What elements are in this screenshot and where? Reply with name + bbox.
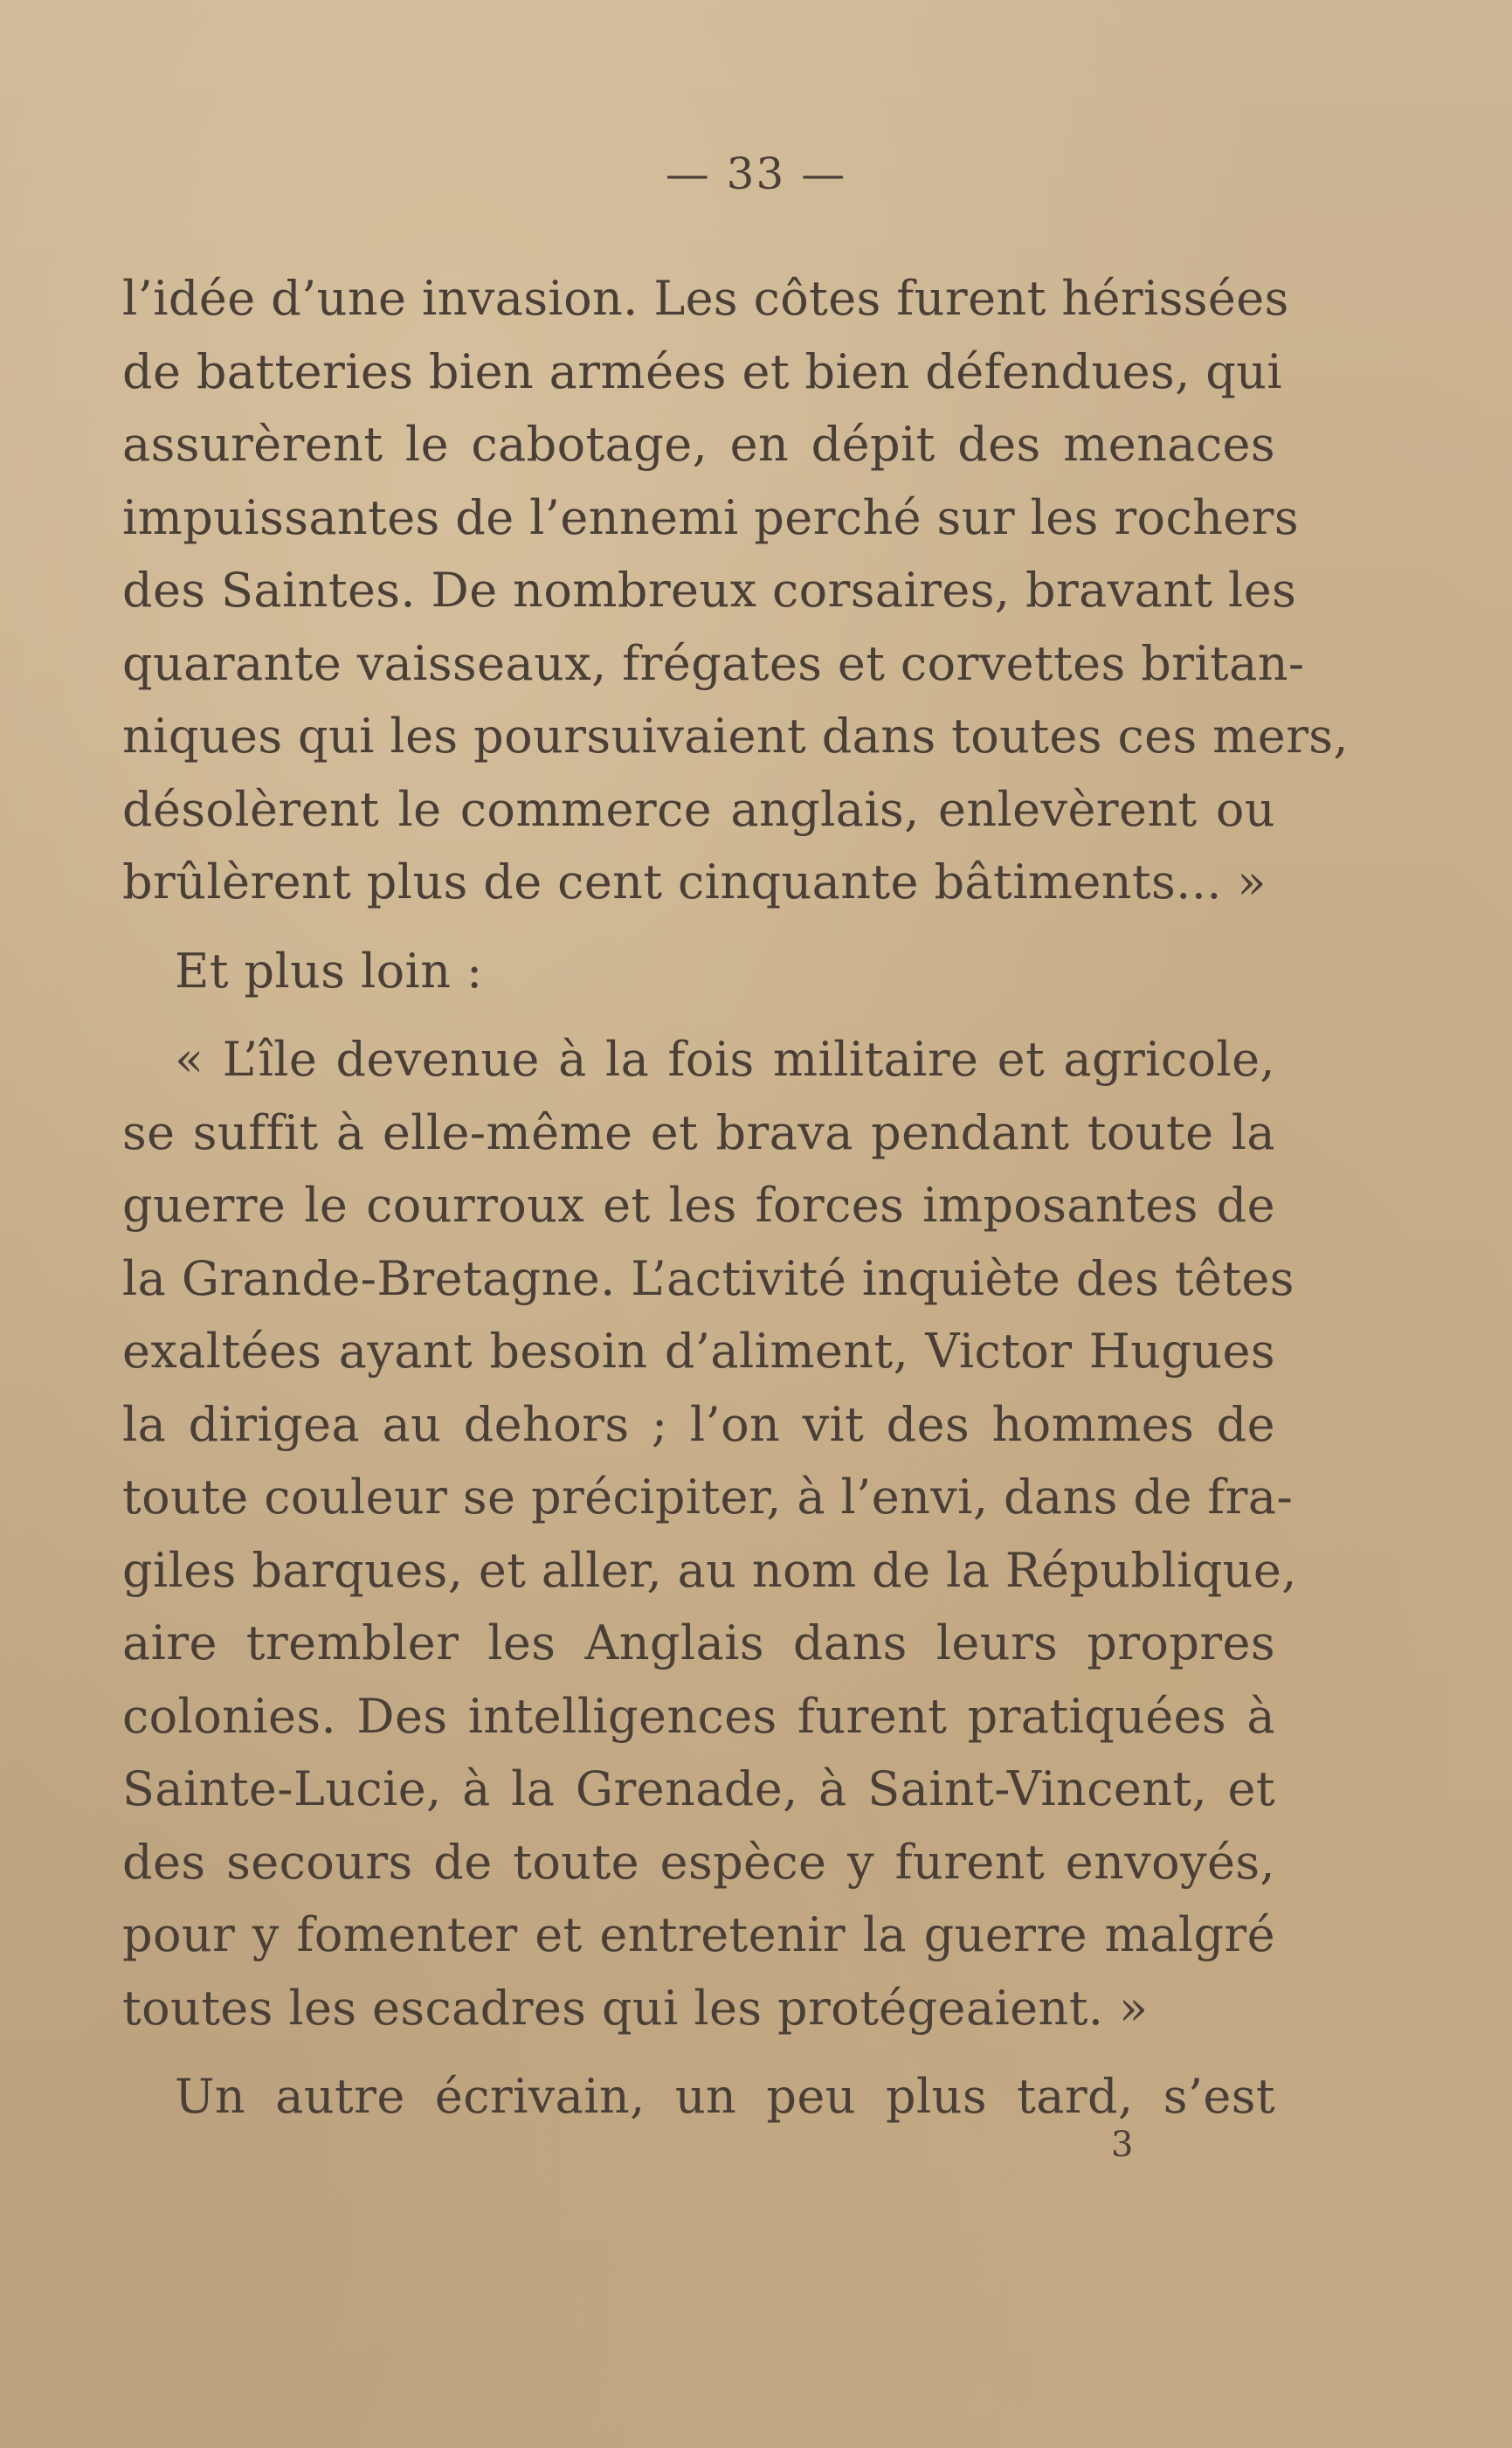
text-line: exaltées ayant besoin d’aliment, Victor Hugues: [122, 1324, 1275, 1379]
text-line: brûlèrent plus de cent cinquante bâtiments... »: [122, 854, 1267, 909]
text-line: aire trembler les Anglais dans leurs propres: [122, 1615, 1275, 1670]
printer-signature-mark: 3: [1111, 2125, 1134, 2165]
text-line: impuissantes de l’ennemi perché sur les rochers: [122, 489, 1299, 545]
text-line: désolèrent le commerce anglais, enlevèrent ou: [122, 781, 1275, 837]
text-line: pour y fomenter et entretenir la guerre malgré: [122, 1907, 1275, 1962]
paragraph-4: [122, 2060, 1275, 2133]
text-line: des secours de toute espèce y furent envoyés,: [122, 1834, 1275, 1890]
page-body: [122, 262, 1349, 2133]
text-line: la dirigea au dehors ; l’on vit des hommes de: [122, 1396, 1275, 1452]
page-number-header: — 33 —: [665, 149, 847, 199]
paragraph-2: [122, 935, 1275, 1008]
text-line: de batteries bien armées et bien défendues, qui: [122, 343, 1283, 399]
text-line: toutes les escadres qui les protégeaient. »: [122, 1980, 1149, 2036]
text-line: la Grande-Bretagne. L’activité inquiète des têtes: [122, 1250, 1295, 1306]
text-line: « L’île devenue à la fois militaire et agricole,: [175, 1032, 1275, 1087]
text-line: se suffit à elle-même et brava pendant toute la: [122, 1104, 1275, 1160]
text-line: giles barques, et aller, au nom de la République,: [122, 1542, 1297, 1598]
text-line: Et plus loin :: [175, 943, 483, 999]
text-line: des Saintes. De nombreux corsaires, bravant les: [122, 563, 1297, 618]
text-line: toute couleur se précipiter, à l’envi, dans de fra-: [122, 1469, 1294, 1525]
text-line: assurèrent le cabotage, en dépit des menaces: [122, 417, 1275, 472]
text-line: l’idée d’une invasion. Les côtes furent hérissées: [122, 271, 1289, 326]
paragraph-1: [122, 262, 1349, 919]
paragraph-3: [122, 1023, 1297, 2044]
text-line: niques qui les poursuivaient dans toutes ces mers,: [122, 709, 1349, 764]
text-line: guerre le courroux et les forces imposantes de: [122, 1178, 1275, 1233]
text-line: colonies. Des intelligences furent pratiquées à: [122, 1688, 1275, 1744]
text-line: Un autre écrivain, un peu plus tard, s’est: [175, 2069, 1275, 2124]
text-line: Sainte-Lucie, à la Grenade, à Saint-Vincent, et: [122, 1761, 1275, 1816]
text-line: quarante vaisseaux, frégates et corvettes britan-: [122, 635, 1305, 691]
